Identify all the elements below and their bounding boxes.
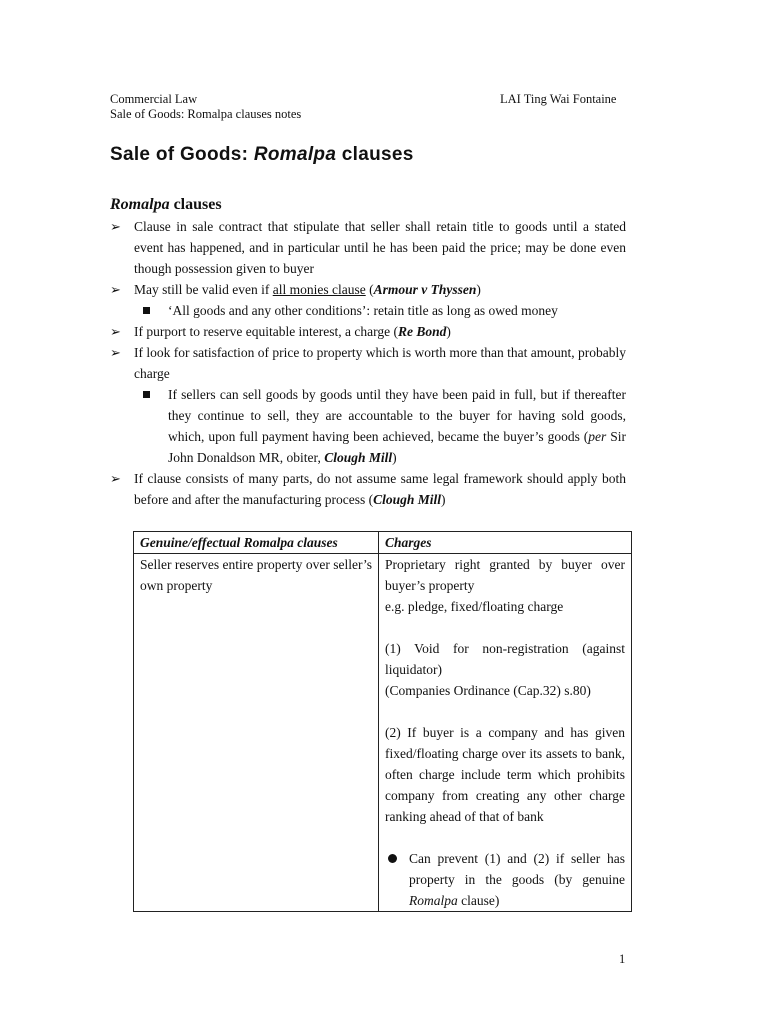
bullet-item: ➢ If look for satisfaction of price to property which is worth more than that amount, probably charge: [110, 342, 626, 384]
page-number: 1: [619, 952, 626, 966]
header-subtitle: Sale of Goods: Romalpa clauses notes: [110, 107, 302, 121]
column-header-genuine: Genuine/effectual Romalpa clauses: [134, 532, 379, 554]
arrow-bullet-icon: ➢: [110, 219, 121, 234]
square-bullet-icon: [143, 391, 150, 398]
case-name: Clough Mill: [324, 450, 393, 465]
comparison-table: [133, 531, 632, 912]
bullet-item: ➢ Clause in sale contract that stipulate that seller shall retain title to goods until a stated event has happened, and in particular until he has been paid the price; may be done even though possession given to buyer: [110, 216, 626, 279]
genuine-cell: Seller reserves entire property over seller’s own property: [134, 554, 379, 912]
header-course: Commercial Law: [110, 92, 198, 106]
page-title: Sale of Goods: Romalpa clauses: [110, 144, 414, 165]
table-row: [134, 554, 632, 912]
page-header: [110, 92, 630, 122]
arrow-bullet-icon: ➢: [110, 282, 121, 297]
header-author: LAI Ting Wai Fontaine: [500, 92, 617, 106]
arrow-bullet-icon: ➢: [110, 324, 121, 339]
table-header-row: [134, 532, 632, 554]
bullet-item: ➢ If purport to reserve equitable interest, a charge (Re Bond): [110, 321, 626, 342]
arrow-bullet-icon: ➢: [110, 345, 121, 360]
bullet-item: ➢ May still be valid even if all monies clause (Armour v Thyssen): [110, 279, 626, 300]
section-heading: Romalpa clauses: [110, 196, 222, 213]
sub-bullet-item: If sellers can sell goods by goods until they have been paid in full, but if thereafter they continue to sell, they are accountable to the buyer for having sold goods, which, upon full payment having been achieved, became the buyer’s goods (per Sir John Donaldson MR, obiter, Clough Mill): [110, 384, 626, 468]
bullet-item: ➢ If clause consists of many parts, do not assume same legal framework should apply both before and after the manufacturing process (Clough Mill): [110, 468, 626, 510]
round-bullet-icon: [388, 854, 397, 863]
square-bullet-icon: [143, 307, 150, 314]
dot-bullet-item: Can prevent (1) and (2) if seller has property in the goods (by genuine Romalpa clause): [385, 848, 625, 911]
sub-bullet-item: ‘All goods and any other conditions’: retain title as long as owed money: [110, 300, 626, 321]
notes-body: [110, 216, 626, 510]
column-header-charges: Charges: [379, 532, 632, 554]
charges-cell: Proprietary right granted by buyer over buyer’s property e.g. pledge, fixed/floating charge (1) Void for non-registration (against liquidator) (Companies Ordinance (Cap.32) s.80) (2) If buyer is a company and has given fixed/floating charge over its assets to bank, often charge include term which prohibits company from creating any other charge ranking ahead of that of bank Can prevent (1) and (2) if seller has property in the goods (by genuine Romalpa clause): [379, 554, 632, 912]
case-name: Re Bond: [398, 324, 447, 339]
case-name: Clough Mill: [373, 492, 442, 507]
case-name: Armour v Thyssen: [373, 282, 477, 297]
arrow-bullet-icon: ➢: [110, 471, 121, 486]
